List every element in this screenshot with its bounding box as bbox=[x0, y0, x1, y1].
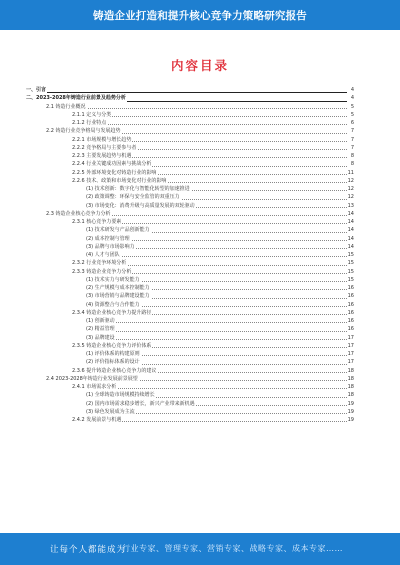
toc-entry-label: 2.2.1 市场规模与增长趋势 bbox=[72, 136, 132, 143]
toc-entry-label: (2) 国内市场需求稳步增长，新兴产业带来新机遇 bbox=[86, 400, 195, 407]
toc-entry[interactable] bbox=[26, 251, 354, 259]
toc-entry-label: (2) 成本控制与管理 bbox=[86, 235, 130, 242]
toc-entry-page: 18 bbox=[347, 375, 354, 382]
toc-entry[interactable] bbox=[26, 111, 354, 119]
toc-entry[interactable] bbox=[26, 94, 354, 102]
toc-entry[interactable] bbox=[26, 358, 354, 366]
toc-entry-label: (4) 人才与团队 bbox=[86, 252, 120, 258]
toc-entry-page: 7 bbox=[350, 144, 354, 151]
toc-entry[interactable] bbox=[26, 136, 354, 144]
toc-entry[interactable] bbox=[26, 416, 354, 424]
toc-entry-label: (3) 品牌与市场影响力 bbox=[86, 243, 135, 250]
toc-entry-label: (4) 资源整合与合作能力 bbox=[86, 301, 140, 308]
toc-entry-page: 16 bbox=[347, 301, 354, 308]
toc-entry-page: 6 bbox=[350, 120, 354, 126]
toc-entry[interactable] bbox=[26, 276, 354, 284]
document-title: 铸造企业打造和提升核心竞争力策略研究报告 bbox=[93, 10, 307, 22]
toc-leader bbox=[90, 322, 347, 323]
toc-entry-page: 19 bbox=[347, 417, 354, 423]
toc-entry[interactable] bbox=[26, 202, 354, 210]
toc-entry-label: 2.4.2 发展前景与机遇 bbox=[72, 417, 122, 423]
toc-entry[interactable] bbox=[26, 383, 354, 391]
toc-entry[interactable] bbox=[26, 177, 354, 185]
toc-entry[interactable] bbox=[26, 400, 354, 408]
toc-entry-page: 5 bbox=[350, 111, 354, 118]
toc-entry-label: (2) 政策调整：环保与安全监管的双重压力 bbox=[86, 194, 180, 201]
toc-entry-page: 4 bbox=[350, 95, 354, 102]
toc-entry-page: 14 bbox=[347, 210, 354, 217]
toc-entry-label: (2) 精益管理 bbox=[86, 326, 115, 333]
toc-entry-label: 二、2023-2028年铸造行业前景及趋势分析 bbox=[26, 95, 126, 102]
footer-bar bbox=[0, 533, 400, 565]
toc-entry[interactable] bbox=[26, 317, 354, 325]
toc-entry-label: 2.4.1 市场需求分析 bbox=[72, 384, 117, 390]
toc-entry-label: 2.3.6 提升铸造企业核心竞争力的建议 bbox=[72, 367, 157, 374]
toc-entry-label: (1) 创新驱动 bbox=[86, 318, 115, 324]
footer-tagline: 行业专家、管理专家、营销专家、战略专家、成本专家…… bbox=[122, 544, 343, 553]
toc-entry-label: (3) 绿色发展成为主流 bbox=[86, 408, 135, 415]
toc-entry-label: (1) 全球铸造市场规模持续增长 bbox=[86, 392, 155, 399]
toc-entry-page: 13 bbox=[347, 202, 354, 209]
toc-entry-label: 2.2.2 竞争格局与主要参与者 bbox=[72, 144, 137, 151]
toc-entry[interactable] bbox=[26, 226, 354, 234]
toc-leader bbox=[90, 339, 347, 340]
toc-entry-label: (1) 技术实力与研发能力 bbox=[86, 276, 140, 283]
toc-entry-page: 12 bbox=[347, 186, 354, 192]
toc-leader bbox=[76, 116, 347, 117]
toc-entry-page: 7 bbox=[350, 136, 354, 143]
toc-entry[interactable] bbox=[26, 391, 354, 399]
toc-entry-label: (2) 评价指标体系的设计 bbox=[86, 359, 140, 366]
footer-slogan: 让每个人都能成为 bbox=[50, 545, 127, 555]
toc-entry-page: 16 bbox=[347, 285, 354, 291]
toc-entry-page: 16 bbox=[347, 318, 354, 324]
toc-entry[interactable] bbox=[26, 169, 354, 177]
toc-entry-label: 2.3.3 铸造企业竞争力分析 bbox=[72, 268, 132, 275]
toc-entry-page: 15 bbox=[347, 260, 354, 267]
toc-entry[interactable] bbox=[26, 367, 354, 375]
toc-entry-page: 7 bbox=[350, 128, 354, 135]
toc-entry[interactable] bbox=[26, 309, 354, 317]
toc-entry-page: 14 bbox=[347, 235, 354, 242]
toc-entry-page: 5 bbox=[350, 103, 354, 110]
toc-entry-page: 15 bbox=[347, 268, 354, 275]
toc-entry[interactable] bbox=[26, 268, 354, 276]
toc-entry[interactable] bbox=[26, 259, 354, 267]
toc-entry-page: 15 bbox=[347, 276, 354, 283]
toc-entry-label: 2.3.4 铸造企业核心竞争力提升路径 bbox=[72, 309, 152, 316]
toc-entry[interactable] bbox=[26, 284, 354, 292]
toc-entry-page: 17 bbox=[347, 359, 354, 366]
toc-entry-label: 2.2.5 外部环境变化对铸造行业的影响 bbox=[72, 169, 157, 176]
toc-entry-label: 2.4 2023-2028年铸造行业发展前景展望 bbox=[46, 375, 138, 382]
toc-entry-label: 2.3.5 铸造企业核心竞争力评价体系 bbox=[72, 342, 152, 349]
toc-leader bbox=[50, 108, 347, 109]
toc-entry-label: (2) 生产规模与成本控制能力 bbox=[86, 285, 150, 291]
toc-entry-label: 2.3.1 核心竞争力要素 bbox=[72, 219, 122, 225]
toc-entry[interactable] bbox=[26, 160, 354, 168]
toc-leader bbox=[30, 92, 347, 93]
toc-entry-label: (3) 市场营销与品牌建设能力 bbox=[86, 293, 150, 300]
toc-entry-page: 19 bbox=[347, 408, 354, 415]
toc-entry[interactable] bbox=[26, 144, 354, 152]
toc-entry-label: 2.1.1 定义与分类 bbox=[72, 111, 112, 118]
toc-entry-page: 17 bbox=[347, 334, 354, 341]
toc-entry[interactable] bbox=[26, 86, 354, 94]
toc-entry-page: 8 bbox=[350, 161, 354, 168]
toc-entry[interactable] bbox=[26, 119, 354, 127]
toc-entry-page: 16 bbox=[347, 309, 354, 316]
toc-entry[interactable] bbox=[26, 375, 354, 383]
toc-entry-page: 16 bbox=[347, 326, 354, 333]
toc-entry-page: 18 bbox=[347, 392, 354, 399]
toc-entry-page: 17 bbox=[347, 351, 354, 357]
table-of-contents bbox=[26, 86, 354, 424]
toc-heading: 内容目录 bbox=[170, 58, 229, 73]
toc-entry-page: 14 bbox=[347, 227, 354, 234]
toc-entry-label: 2.1 铸造行业概况 bbox=[46, 103, 86, 110]
toc-leader bbox=[76, 124, 347, 125]
toc-entry[interactable] bbox=[26, 235, 354, 243]
toc-entry-page: 19 bbox=[347, 400, 354, 407]
toc-entry-page: 8 bbox=[350, 153, 354, 159]
toc-entry-label: 2.2.3 主要发展趋势与机遇 bbox=[72, 153, 132, 159]
toc-entry-label: 2.2.6 技术、政策和市场变化对行业的影响 bbox=[72, 177, 167, 184]
toc-entry[interactable] bbox=[26, 185, 354, 193]
toc-leader bbox=[90, 331, 347, 332]
toc-entry-page: 16 bbox=[347, 293, 354, 300]
toc-entry-label: 2.2.4 行业关键成功因素与挑战分析 bbox=[72, 161, 152, 168]
toc-entry[interactable] bbox=[26, 127, 354, 135]
toc-entry-label: (3) 市场变化：消费升级与高质量发展的双轮驱动 bbox=[86, 202, 195, 209]
toc-entry-page: 17 bbox=[347, 342, 354, 349]
toc-entry[interactable] bbox=[26, 301, 354, 309]
toc-entry-label: 2.2 铸造行业竞争格局与发展趋势 bbox=[46, 128, 121, 135]
toc-entry-label: (1) 评价体系的构建原则 bbox=[86, 351, 140, 357]
toc-entry[interactable] bbox=[26, 342, 354, 350]
toc-entry-label: (1) 技术研发与产品创新能力 bbox=[86, 227, 150, 234]
toc-entry[interactable] bbox=[26, 292, 354, 300]
toc-entry-page: 4 bbox=[350, 87, 354, 93]
toc-entry-page: 15 bbox=[347, 252, 354, 258]
toc-entry[interactable] bbox=[26, 243, 354, 251]
header-bar bbox=[0, 0, 400, 30]
toc-entry-label: 2.3 铸造企业核心竞争力分析 bbox=[46, 210, 111, 217]
toc-entry-label: (3) 品牌建设 bbox=[86, 334, 115, 341]
toc-entry[interactable] bbox=[26, 334, 354, 342]
toc-entry-page: 12 bbox=[347, 177, 354, 184]
toc-entry[interactable] bbox=[26, 152, 354, 160]
toc-entry-page: 14 bbox=[347, 243, 354, 250]
toc-entry[interactable] bbox=[26, 350, 354, 358]
toc-entry[interactable] bbox=[26, 325, 354, 333]
toc-entry-label: (1) 技术创新：数字化与智能化转型的加速推进 bbox=[86, 186, 190, 192]
toc-entry-label: 2.3.2 行业竞争环境分析 bbox=[72, 260, 127, 267]
toc-entry-label: 一、引言 bbox=[26, 87, 47, 93]
toc-entry[interactable] bbox=[26, 103, 354, 111]
toc-entry[interactable] bbox=[26, 210, 354, 218]
toc-entry-page: 12 bbox=[347, 194, 354, 201]
toc-entry-label: 2.1.2 行业特点 bbox=[72, 120, 107, 126]
toc-leader bbox=[90, 256, 347, 257]
toc-entry[interactable] bbox=[26, 193, 354, 201]
toc-entry-page: 14 bbox=[347, 219, 354, 225]
toc-entry[interactable] bbox=[26, 408, 354, 416]
toc-entry-page: 18 bbox=[347, 384, 354, 390]
toc-entry[interactable] bbox=[26, 218, 354, 226]
toc-entry-page: 11 bbox=[347, 169, 354, 176]
toc-entry-page: 18 bbox=[347, 367, 354, 374]
